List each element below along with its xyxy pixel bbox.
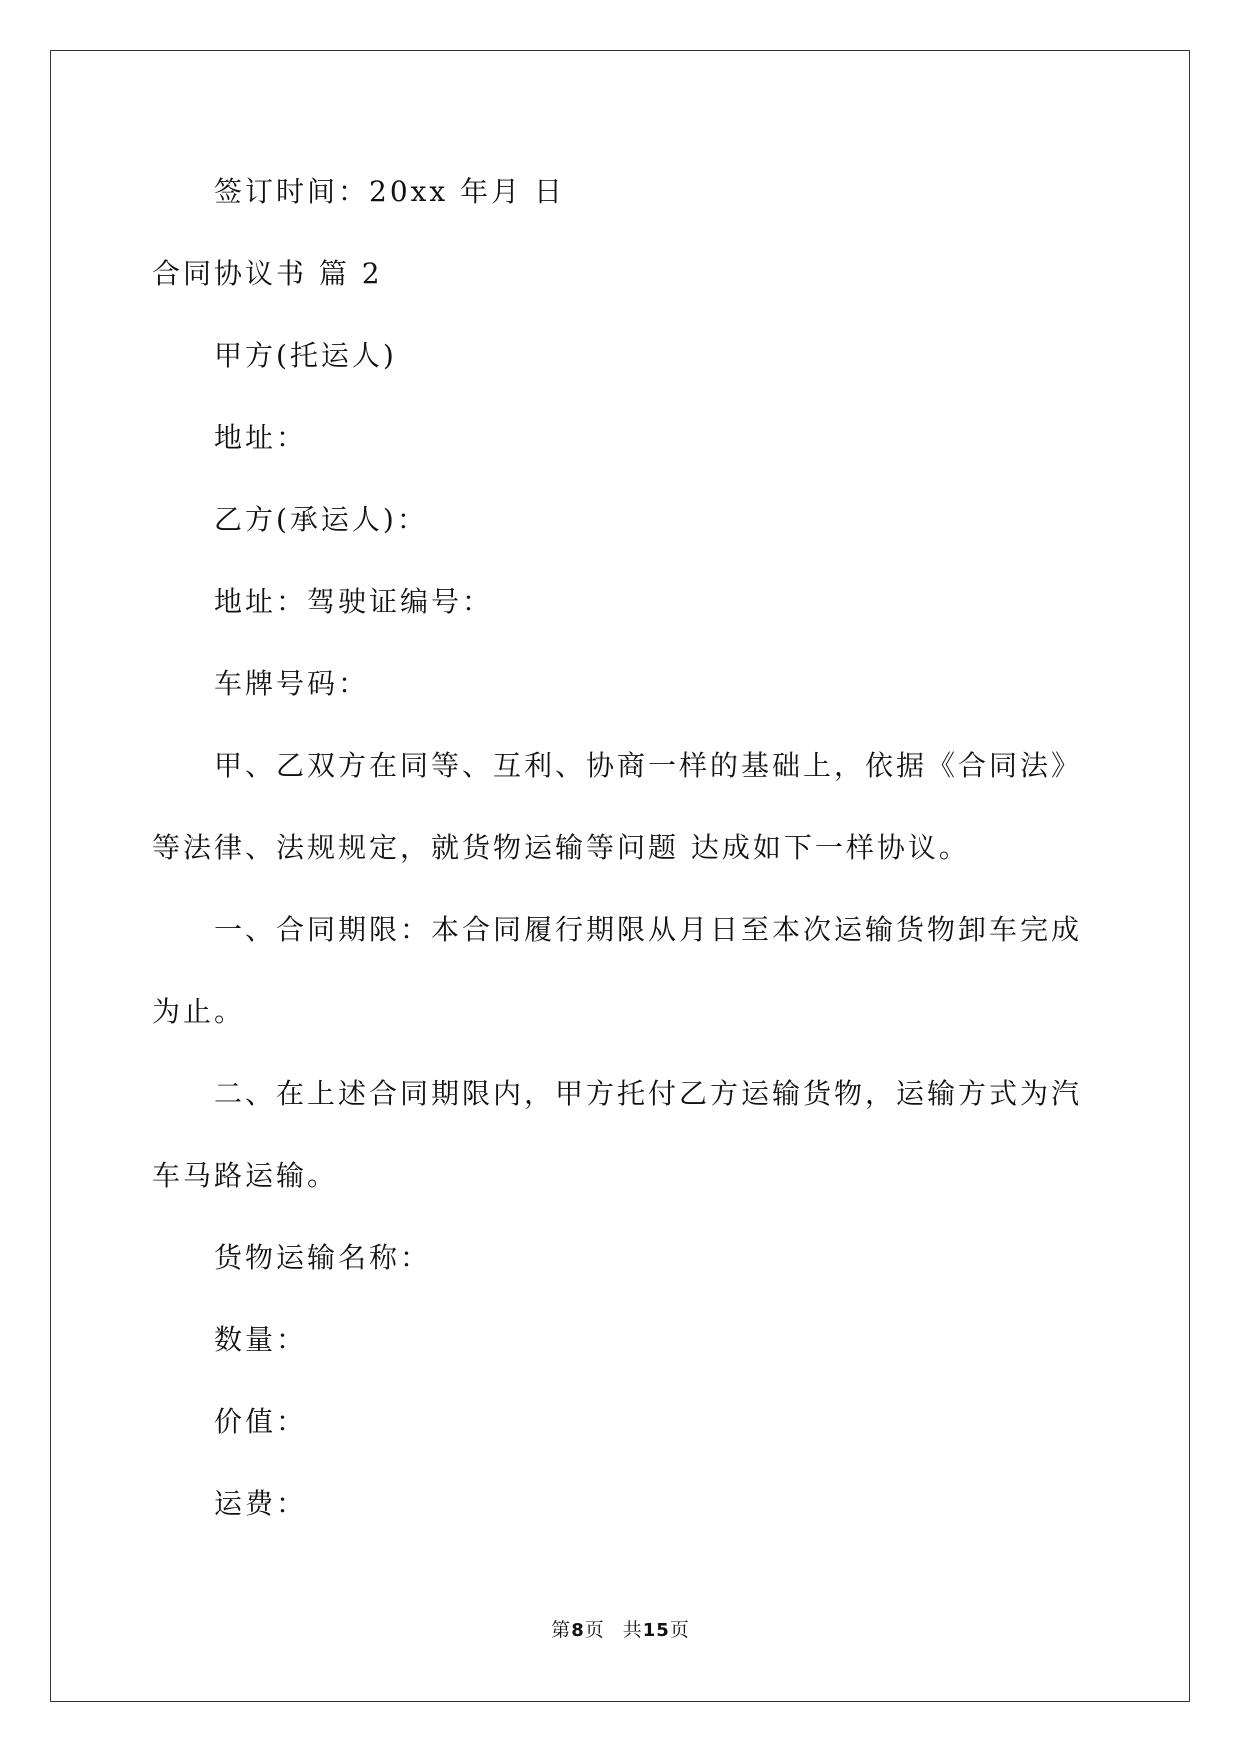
- party-a-line: 甲方(托运人): [214, 339, 397, 372]
- paragraph-preamble-line-1: 甲、乙双方在同等、互利、协商一样的基础上，依据《合同法》: [214, 749, 1083, 782]
- page-suffix: 页: [584, 1619, 605, 1641]
- cargo-name-line: 货物运输名称：: [214, 1241, 432, 1274]
- clause-1-line-2: 为止。: [152, 995, 246, 1028]
- page-footer: [0, 1618, 1241, 1643]
- signing-date-line: 签订时间：20xx 年月 日: [214, 175, 566, 208]
- value-line: 价值：: [214, 1405, 308, 1438]
- page-border: [50, 50, 1190, 1702]
- clause-2-line-1: 二、在上述合同期限内，甲方托付乙方运输货物，运输方式为汽: [214, 1077, 1083, 1110]
- total-prefix: 共: [622, 1619, 643, 1641]
- party-b-line: 乙方(承运人)：: [214, 503, 428, 536]
- page-prefix: 第: [551, 1619, 572, 1641]
- section-heading: 合同协议书 篇 2: [152, 257, 383, 290]
- clause-2-line-2: 车马路运输。: [152, 1159, 339, 1192]
- total-suffix: 页: [669, 1619, 690, 1641]
- page-number: 8: [571, 1620, 585, 1641]
- quantity-line: 数量：: [214, 1323, 308, 1356]
- plate-number-line: 车牌号码：: [214, 667, 370, 700]
- total-pages: 15: [642, 1620, 670, 1641]
- paragraph-preamble-line-2: 等法律、法规规定，就货物运输等问题 达成如下一样协议。: [152, 831, 970, 864]
- party-b-address-line: 地址：驾驶证编号：: [214, 585, 494, 618]
- clause-1-line-1: 一、合同期限：本合同履行期限从月日至本次运输货物卸车完成: [214, 913, 1083, 946]
- freight-line: 运费：: [214, 1487, 308, 1520]
- party-a-address-line: 地址：: [214, 421, 308, 454]
